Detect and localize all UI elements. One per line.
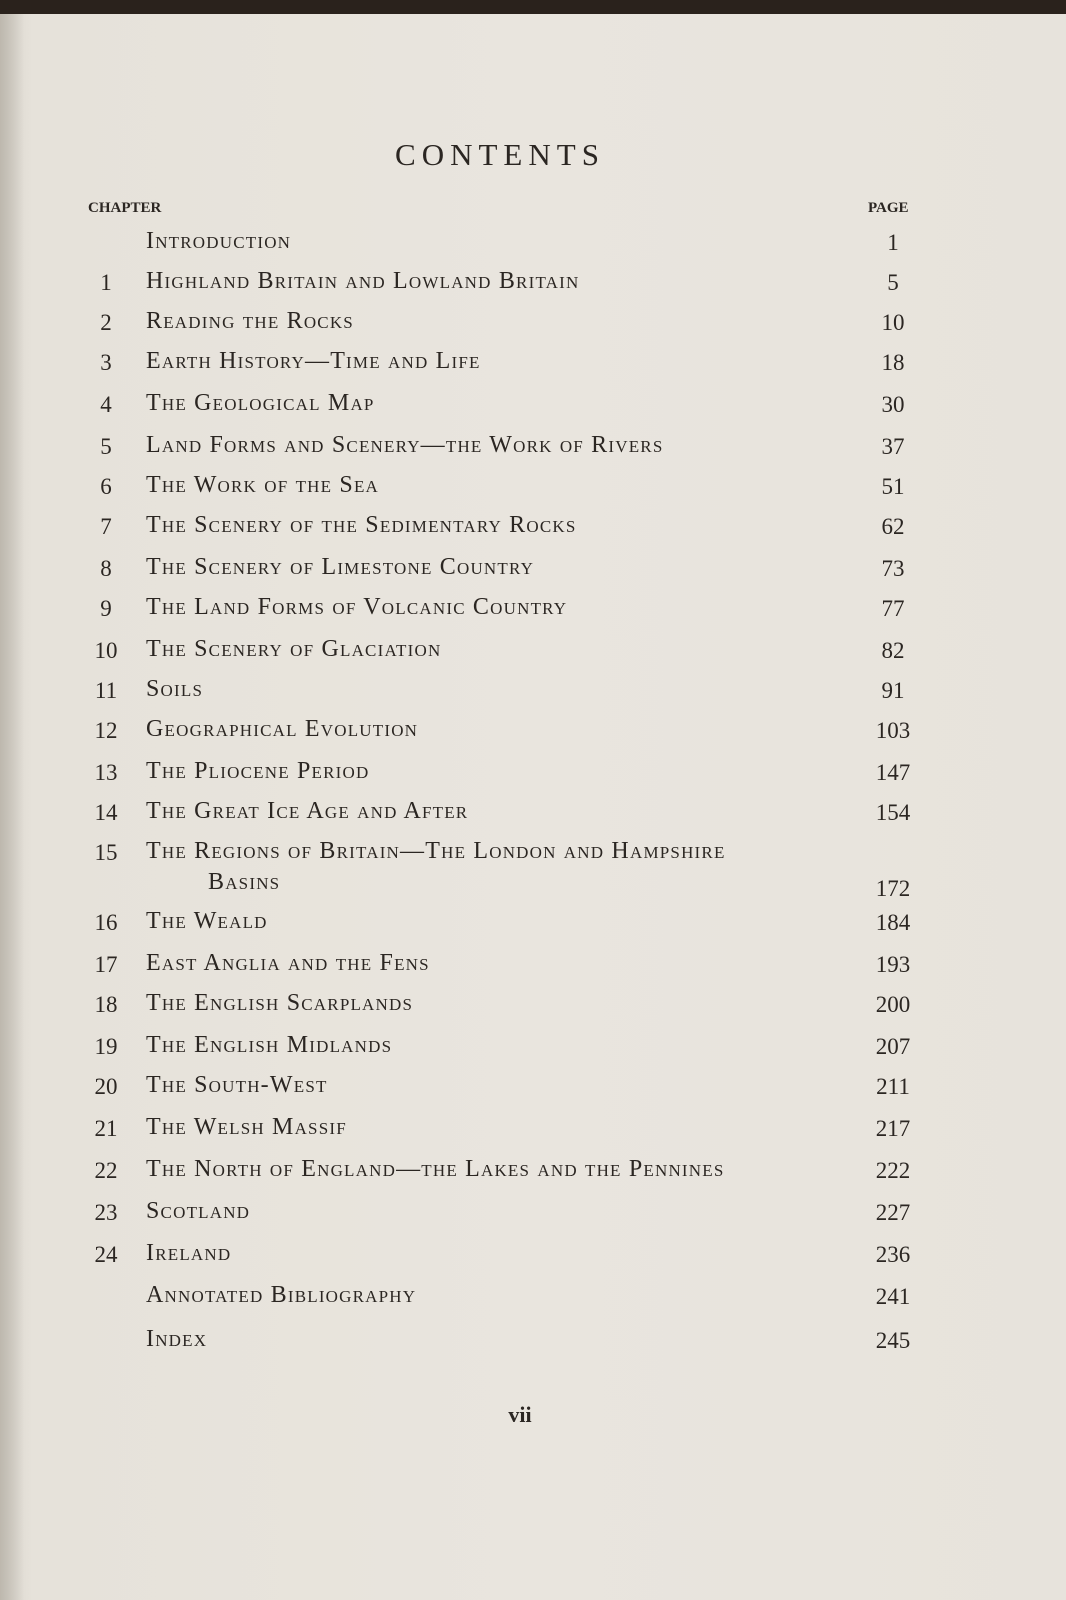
chapter-title-text: Introduction xyxy=(146,228,292,254)
page-number: 62 xyxy=(881,514,905,539)
toc-entry xyxy=(0,716,1066,752)
chapter-title-text: The Geological Map xyxy=(146,390,375,416)
chapter-title xyxy=(146,308,354,335)
chapter-title-text: Earth History—Time and Life xyxy=(146,348,481,374)
toc-entry xyxy=(0,390,1066,426)
chapter-title-text: Scotland xyxy=(146,1198,251,1224)
page-number: 10 xyxy=(881,310,905,335)
toc-entry xyxy=(0,1326,1066,1362)
chapter-title xyxy=(146,1156,725,1183)
chapter-title-text: The Work of the Sea xyxy=(146,472,380,498)
toc-entry xyxy=(0,594,1066,630)
chapter-title-text: The Regions of Britain—The London and Hampshire xyxy=(146,838,726,864)
chapter-title-text: The Scenery of Glaciation xyxy=(146,636,442,662)
page-number: 82 xyxy=(881,638,905,663)
toc-entry xyxy=(0,1072,1066,1108)
toc-entry xyxy=(0,512,1066,548)
toc-entry xyxy=(0,798,1066,834)
page-number: 227 xyxy=(875,1200,911,1225)
toc-entry xyxy=(0,990,1066,1026)
chapter-title xyxy=(146,594,567,621)
chapter-title xyxy=(146,676,203,703)
chapter-title xyxy=(146,990,413,1017)
page-number: 222 xyxy=(875,1158,911,1183)
page-number: 241 xyxy=(875,1284,911,1309)
chapter-title-text: The Weald xyxy=(146,908,268,934)
page-number: 37 xyxy=(881,434,905,459)
chapter-title xyxy=(146,1114,347,1141)
chapter-number: 3 xyxy=(100,350,112,375)
chapter-number: 11 xyxy=(94,678,118,703)
chapter-title xyxy=(146,716,418,743)
toc-entry xyxy=(0,308,1066,344)
chapter-title-text: East Anglia and the Fens xyxy=(146,950,430,976)
chapter-number: 7 xyxy=(100,514,112,539)
toc-entry xyxy=(0,1114,1066,1150)
chapter-column-header: CHAPTER xyxy=(88,200,162,216)
toc-entry xyxy=(0,636,1066,672)
chapter-title xyxy=(146,950,430,977)
page-number: 217 xyxy=(875,1116,911,1141)
chapter-title-continuation: Basins xyxy=(208,869,281,895)
page-number: 184 xyxy=(875,910,911,935)
page-number: 245 xyxy=(875,1328,911,1353)
toc-entry xyxy=(0,432,1066,468)
page-number: 1 xyxy=(887,230,899,255)
chapter-number: 19 xyxy=(94,1034,118,1059)
chapter-title xyxy=(146,1032,392,1059)
page-number: 147 xyxy=(875,760,911,785)
page-title: CONTENTS xyxy=(395,137,605,172)
chapter-title xyxy=(146,554,534,581)
chapter-number: 2 xyxy=(100,310,112,335)
chapter-number: 12 xyxy=(94,718,118,743)
page-number: 51 xyxy=(881,474,905,499)
chapter-number: 24 xyxy=(94,1242,118,1267)
chapter-title-text: Annotated Bibliography xyxy=(146,1282,417,1308)
chapter-title xyxy=(146,390,375,417)
chapter-title-text: The South-West xyxy=(146,1072,328,1098)
page-number: 236 xyxy=(875,1242,911,1267)
toc-entry xyxy=(0,268,1066,304)
toc-entry xyxy=(0,1032,1066,1068)
chapter-title-text: Reading the Rocks xyxy=(146,308,354,334)
toc-entry xyxy=(0,950,1066,986)
chapter-title-text: The Pliocene Period xyxy=(146,758,370,784)
chapter-number: 8 xyxy=(100,556,112,581)
chapter-title xyxy=(146,908,268,935)
page-number: 73 xyxy=(881,556,905,581)
chapter-title xyxy=(146,1072,328,1099)
chapter-title xyxy=(146,472,379,499)
toc-entry xyxy=(0,1240,1066,1276)
chapter-number: 14 xyxy=(94,800,118,825)
page-folio: vii xyxy=(508,1402,532,1427)
chapter-title-text: Highland Britain and Lowland Britain xyxy=(146,268,580,294)
chapter-number: 21 xyxy=(94,1116,118,1141)
toc-entry xyxy=(0,472,1066,508)
chapter-number: 4 xyxy=(100,392,112,417)
chapter-number: 23 xyxy=(94,1200,118,1225)
chapter-title xyxy=(146,1240,231,1267)
chapter-number: 20 xyxy=(94,1074,118,1099)
chapter-title xyxy=(146,268,579,295)
chapter-number: 15 xyxy=(94,840,118,865)
page-number: 207 xyxy=(875,1034,911,1059)
page-number: 193 xyxy=(875,952,911,977)
chapter-title-text: The English Scarplands xyxy=(146,990,414,1016)
chapter-title xyxy=(146,512,577,539)
chapter-number: 5 xyxy=(100,434,112,459)
chapter-number: 1 xyxy=(100,270,112,295)
chapter-title xyxy=(146,348,481,375)
chapter-title xyxy=(146,1198,250,1225)
toc-entry xyxy=(0,676,1066,712)
chapter-number: 6 xyxy=(100,474,112,499)
page-number: 211 xyxy=(876,1074,910,1099)
page-number: 172 xyxy=(875,876,911,901)
page-number: 91 xyxy=(881,678,905,703)
page-number: 154 xyxy=(875,800,911,825)
chapter-title xyxy=(146,432,663,459)
chapter-number: 17 xyxy=(94,952,118,977)
chapter-title-text: The Land Forms of Volcanic Country xyxy=(146,594,568,620)
chapter-title xyxy=(146,228,291,255)
chapter-title-text: Land Forms and Scenery—the Work of Rivers xyxy=(146,432,664,458)
page-number: 77 xyxy=(881,596,905,621)
chapter-title xyxy=(146,798,468,825)
page-number: 30 xyxy=(881,392,905,417)
chapter-number: 18 xyxy=(94,992,118,1017)
page-number: 200 xyxy=(875,992,911,1017)
page-number: 103 xyxy=(875,718,911,743)
chapter-title-text: The Scenery of Limestone Country xyxy=(146,554,535,580)
chapter-title-text: The North of England—the Lakes and the Pennines xyxy=(146,1156,725,1182)
page-column-header: PAGE xyxy=(868,200,909,216)
toc-entry xyxy=(0,348,1066,384)
chapter-title xyxy=(146,758,369,785)
page-number: 18 xyxy=(881,350,905,375)
chapter-number: 10 xyxy=(94,638,118,663)
chapter-title-text: The Scenery of the Sedimentary Rocks xyxy=(146,512,577,538)
chapter-title-text: Soils xyxy=(146,676,204,702)
chapter-title xyxy=(146,636,441,663)
toc-entry xyxy=(0,228,1066,264)
toc-entry xyxy=(0,554,1066,590)
chapter-number: 9 xyxy=(100,596,112,621)
chapter-title-text: Geographical Evolution xyxy=(146,716,419,742)
chapter-title-text: The Welsh Massif xyxy=(146,1114,347,1140)
toc-entry xyxy=(0,838,1066,901)
chapter-title-text: The English Midlands xyxy=(146,1032,393,1058)
chapter-title xyxy=(146,1282,416,1309)
chapter-number: 13 xyxy=(94,760,118,785)
page-number: 5 xyxy=(887,270,899,295)
toc-entry xyxy=(0,1156,1066,1192)
toc-entry xyxy=(0,908,1066,944)
chapter-title-text: Ireland xyxy=(146,1240,232,1266)
chapter-number: 22 xyxy=(94,1158,118,1183)
chapter-title-text: Index xyxy=(146,1326,208,1352)
chapter-title xyxy=(146,1326,207,1353)
toc-entry xyxy=(0,758,1066,794)
chapter-title xyxy=(146,838,726,896)
toc-entry xyxy=(0,1198,1066,1234)
chapter-number: 16 xyxy=(94,910,118,935)
toc-entry xyxy=(0,1282,1066,1318)
chapter-title-text: The Great Ice Age and After xyxy=(146,798,469,824)
